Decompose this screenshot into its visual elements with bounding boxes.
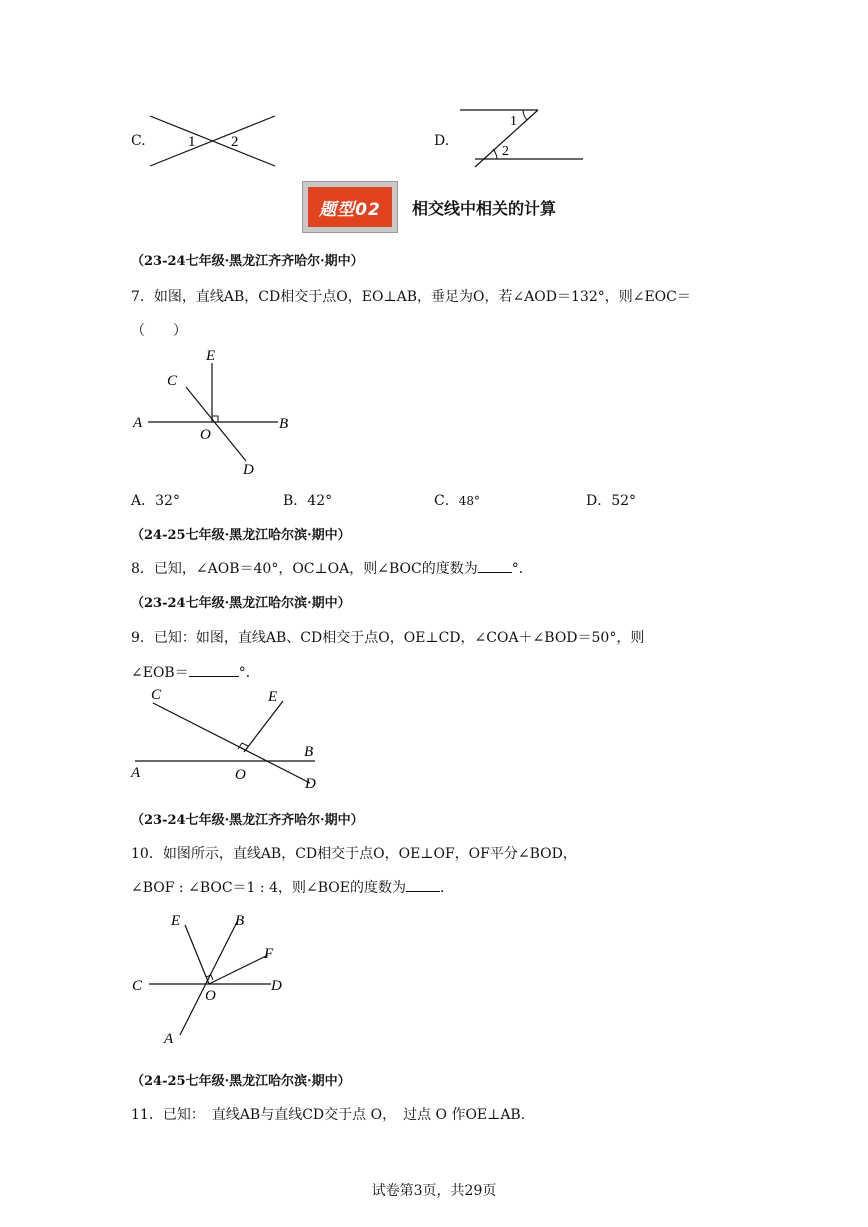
q7-option-d [586,490,636,510]
section-badge-text: 题型02 [308,187,392,227]
q7-option-d-value: 52° [611,493,637,509]
q7-option-b [283,490,332,510]
option-c-figure [140,108,290,172]
q9-label-c: C [151,687,162,703]
q9-figure [125,683,335,798]
q7-option-d-label: D． [586,493,612,509]
q9-label-b: B [304,744,314,760]
q10-text-line1: 10．如图所示，直线AB，CD相交于点O，OE⊥OF，OF平分∠BOD， [131,846,577,862]
q7-text-line1: 7．如图，直线AB，CD相交于点O，EO⊥AB，垂足为O，若∠AOD＝132°，则∠EOC＝ [131,289,691,305]
fig-d-label-1: 1 [510,114,517,129]
q8-text [131,558,533,578]
q9-text-line2a: ∠EOB＝ [131,665,189,681]
q9-label-e: E [268,689,278,705]
q10-text-line2a: ∠BOF : ∠BOC＝1 : 4，则∠BOE的度数为 [131,880,406,896]
q10-label-c: C [132,978,143,994]
q10-label-b: B [235,913,245,929]
q9-answer-blank[interactable] [189,662,239,677]
q10-label-f: F [264,946,274,962]
q8-source: （24-25七年级·黑龙江哈尔滨·期中） [131,528,351,543]
q8-answer-blank[interactable] [478,558,512,573]
q9-text-line1: 9．已知：如图，直线AB、CD相交于点O，OE⊥CD，∠COA＋∠BOD＝50°，则 [131,630,645,646]
q7-option-a-value: 32° [155,493,180,509]
q7-option-b-value: 42° [307,493,333,509]
q8-text-a: 8．已知，∠AOB＝40°，OC⊥OA，则∠BOC的度数为 [131,561,478,577]
q7-figure [128,345,308,480]
q7-label-a: A [133,415,143,431]
q10-source: （23-24七年级·黑龙江齐齐哈尔·期中） [131,813,364,828]
q7-label-o: O [200,427,211,443]
q10-label-a: A [164,1031,174,1047]
section-title: 相交线中相关的计算 [412,198,557,218]
q9-label-o: O [235,767,246,783]
option-d-figure [455,103,595,173]
section-badge [302,181,398,233]
q7-source: （23-24七年级·黑龙江齐齐哈尔·期中） [131,254,364,269]
q11-source: （24-25七年级·黑龙江哈尔滨·期中） [131,1074,351,1089]
q9-text-line2b: °． [238,665,260,681]
q9-source: （23-24七年级·黑龙江哈尔滨·期中） [131,596,351,611]
q9-label-a: A [131,765,141,781]
q9-label-d: D [305,776,316,792]
q7-label-e: E [206,348,216,364]
q11-text-line1: 11．已知： 直线AB与直线CD交于点 O， 过点 O 作OE⊥AB. [131,1107,526,1123]
q7-option-b-label: B． [283,493,308,509]
fig-d-label-2: 2 [502,144,509,159]
q10-figure [125,905,305,1050]
q7-label-b: B [279,416,289,432]
q10-text-line2 [131,877,454,897]
fig-c-label-2: 2 [231,134,239,150]
q7-option-c-value: 48° [458,494,480,508]
option-d-label: D. [434,133,450,149]
q7-option-a-label: A． [131,493,156,509]
q7-option-c [434,490,480,510]
q7-option-c-label: C． [434,493,459,509]
section-heading [302,181,556,233]
q8-text-b: °． [511,561,533,577]
option-c-label: C. [131,133,146,149]
q10-label-o: O [205,988,216,1004]
q7-label-c: C [167,373,178,389]
q10-text-line2b: ． [439,880,454,896]
q7-text-line2: （ ） [131,323,187,339]
q10-label-d: D [271,978,282,994]
q10-label-e: E [171,913,181,929]
q7-option-a [131,490,180,510]
fig-c-label-1: 1 [188,134,196,150]
q10-answer-blank[interactable] [406,877,440,892]
q7-label-d: D [243,462,254,478]
page-footer: 试卷第3页，共29页 [371,1183,497,1199]
q9-text-line2 [131,662,260,682]
